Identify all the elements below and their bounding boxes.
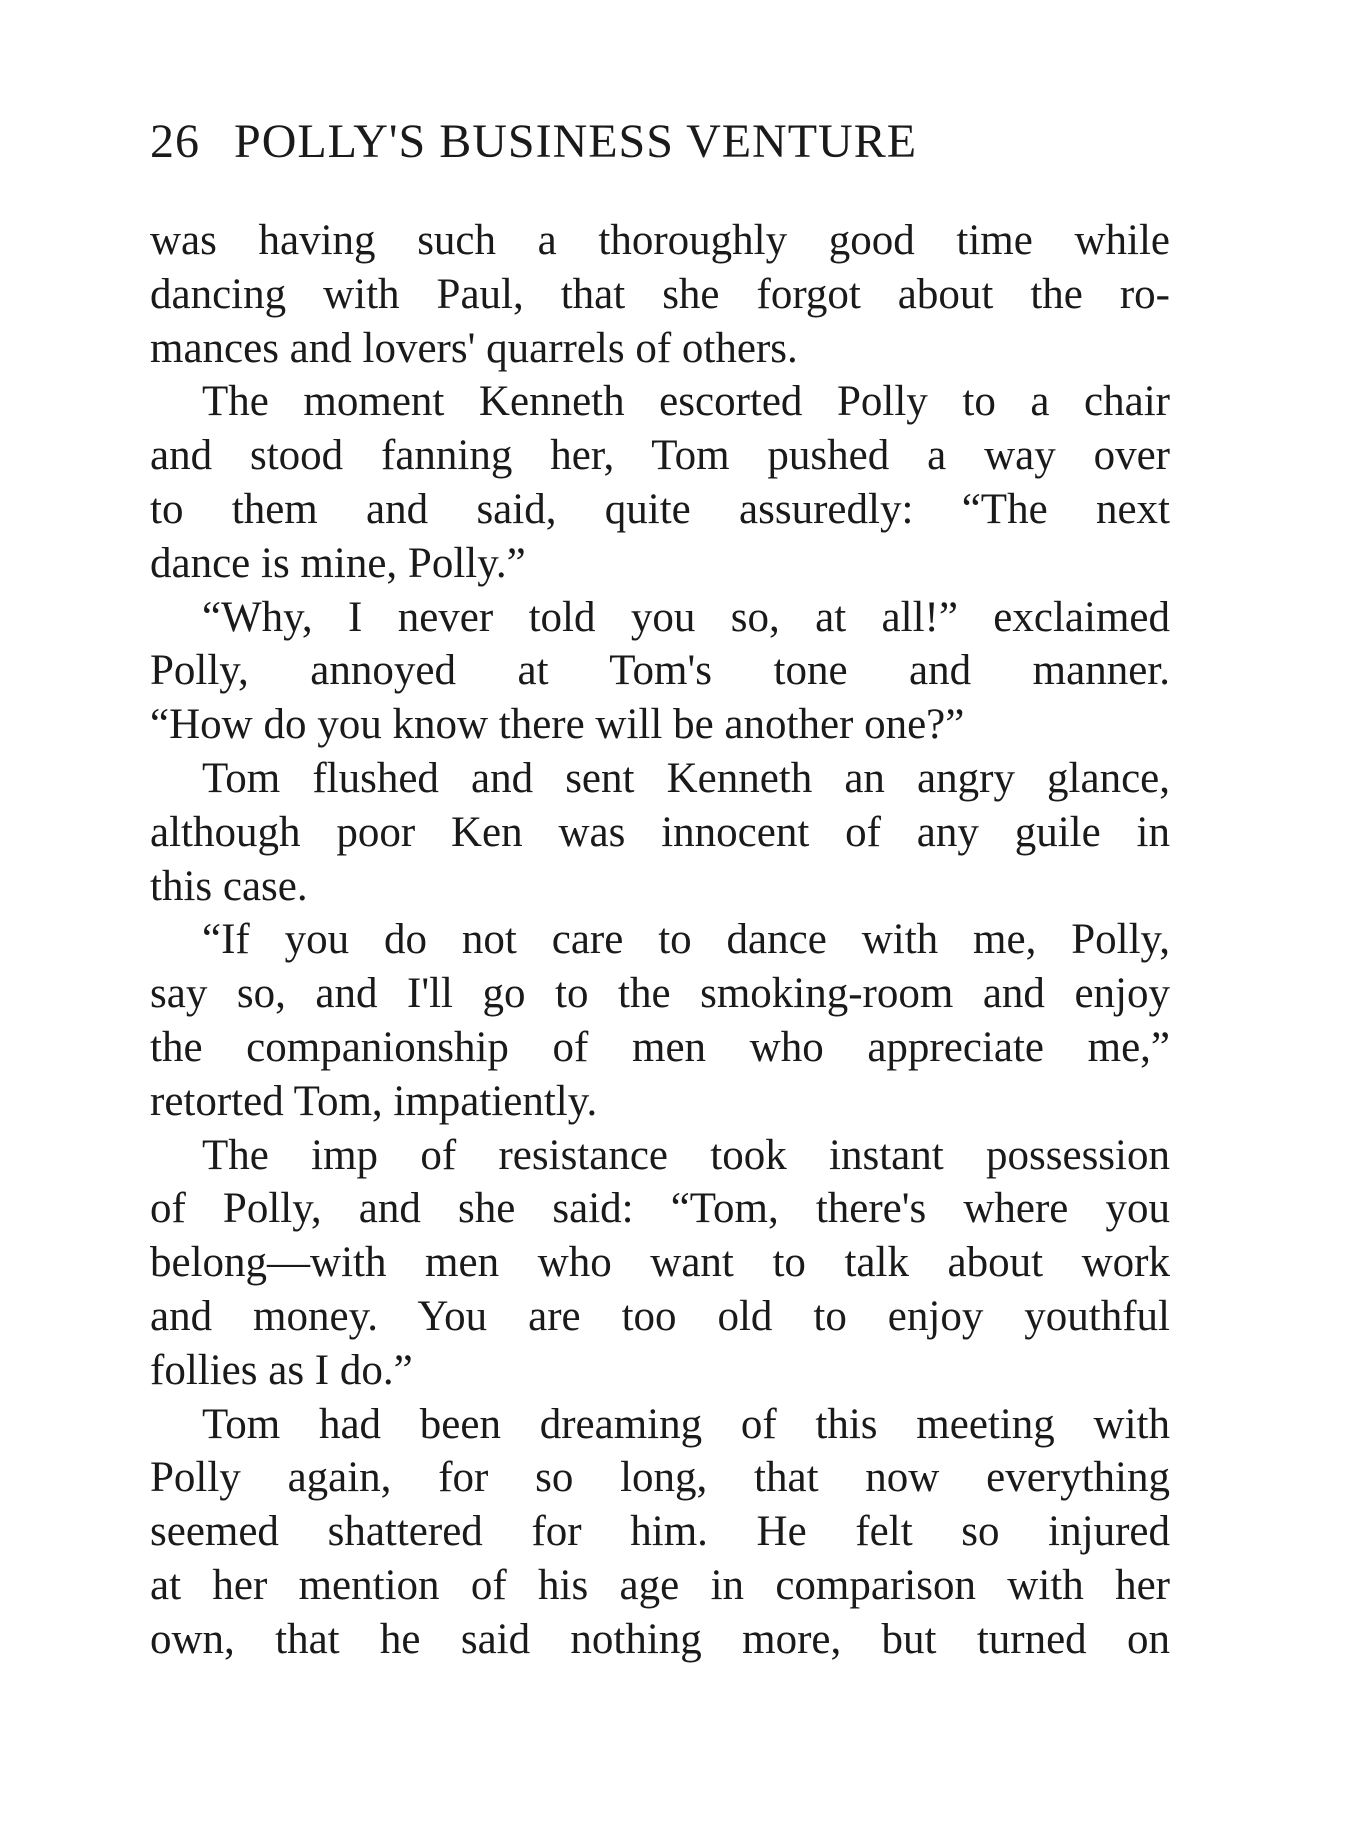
text-line: “Why, I never told you so, at all!” exclaimed — [202, 593, 1170, 641]
paragraph — [150, 375, 1170, 590]
text-line: retorted Tom, impatiently. — [150, 1077, 598, 1125]
text-line: mances and lovers' quarrels of others. — [150, 324, 798, 372]
paragraph — [150, 214, 1170, 375]
text-line: at her mention of his age in comparison with her — [150, 1561, 1170, 1609]
text-line: of Polly, and she said: “Tom, there's where you — [150, 1185, 1170, 1233]
running-head — [150, 112, 1180, 172]
text-line: own, that he said nothing more, but turned on — [150, 1615, 1170, 1663]
text-line: belong—with men who want to talk about work — [150, 1239, 1170, 1287]
text-line: dance is mine, Polly.” — [150, 539, 526, 587]
text-line: although poor Ken was innocent of any guile in — [150, 808, 1170, 856]
paragraph — [150, 913, 1170, 1128]
text-line: Polly again, for so long, that now everything — [150, 1454, 1170, 1502]
paragraph — [150, 1398, 1170, 1667]
paragraph — [150, 1129, 1170, 1398]
text-line: this case. — [150, 862, 308, 910]
text-line: seemed shattered for him. He felt so injured — [150, 1508, 1170, 1556]
text-line: Tom had been dreaming of this meeting with — [202, 1400, 1170, 1448]
text-line: “How do you know there will be another one?” — [150, 701, 965, 749]
text-line: Tom flushed and sent Kenneth an angry glance, — [202, 754, 1170, 802]
text-line: to them and said, quite assuredly: “The next — [150, 485, 1170, 533]
text-line: and money. You are too old to enjoy youthful — [150, 1292, 1170, 1340]
text-line: dancing with Paul, that she forgot about the ro- — [150, 270, 1170, 318]
text-line: and stood fanning her, Tom pushed a way over — [150, 432, 1170, 480]
text-line: Polly, annoyed at Tom's tone and manner. — [150, 647, 1170, 695]
text-line: “If you do not care to dance with me, Polly, — [202, 916, 1170, 964]
paragraph — [150, 752, 1170, 913]
body-text — [150, 214, 1170, 1667]
page-number: 26 — [150, 115, 200, 168]
text-line: The imp of resistance took instant possession — [202, 1131, 1170, 1179]
text-line: the companionship of men who appreciate me,” — [150, 1023, 1170, 1071]
paragraph — [150, 591, 1170, 752]
book-title: POLLY'S BUSINESS VENTURE — [234, 115, 918, 168]
text-line: was having such a thoroughly good time while — [150, 217, 1170, 264]
text-line: follies as I do.” — [150, 1346, 413, 1394]
text-line: say so, and I'll go to the smoking-room and enjoy — [150, 970, 1170, 1018]
text-line: The moment Kenneth escorted Polly to a chair — [202, 378, 1170, 426]
